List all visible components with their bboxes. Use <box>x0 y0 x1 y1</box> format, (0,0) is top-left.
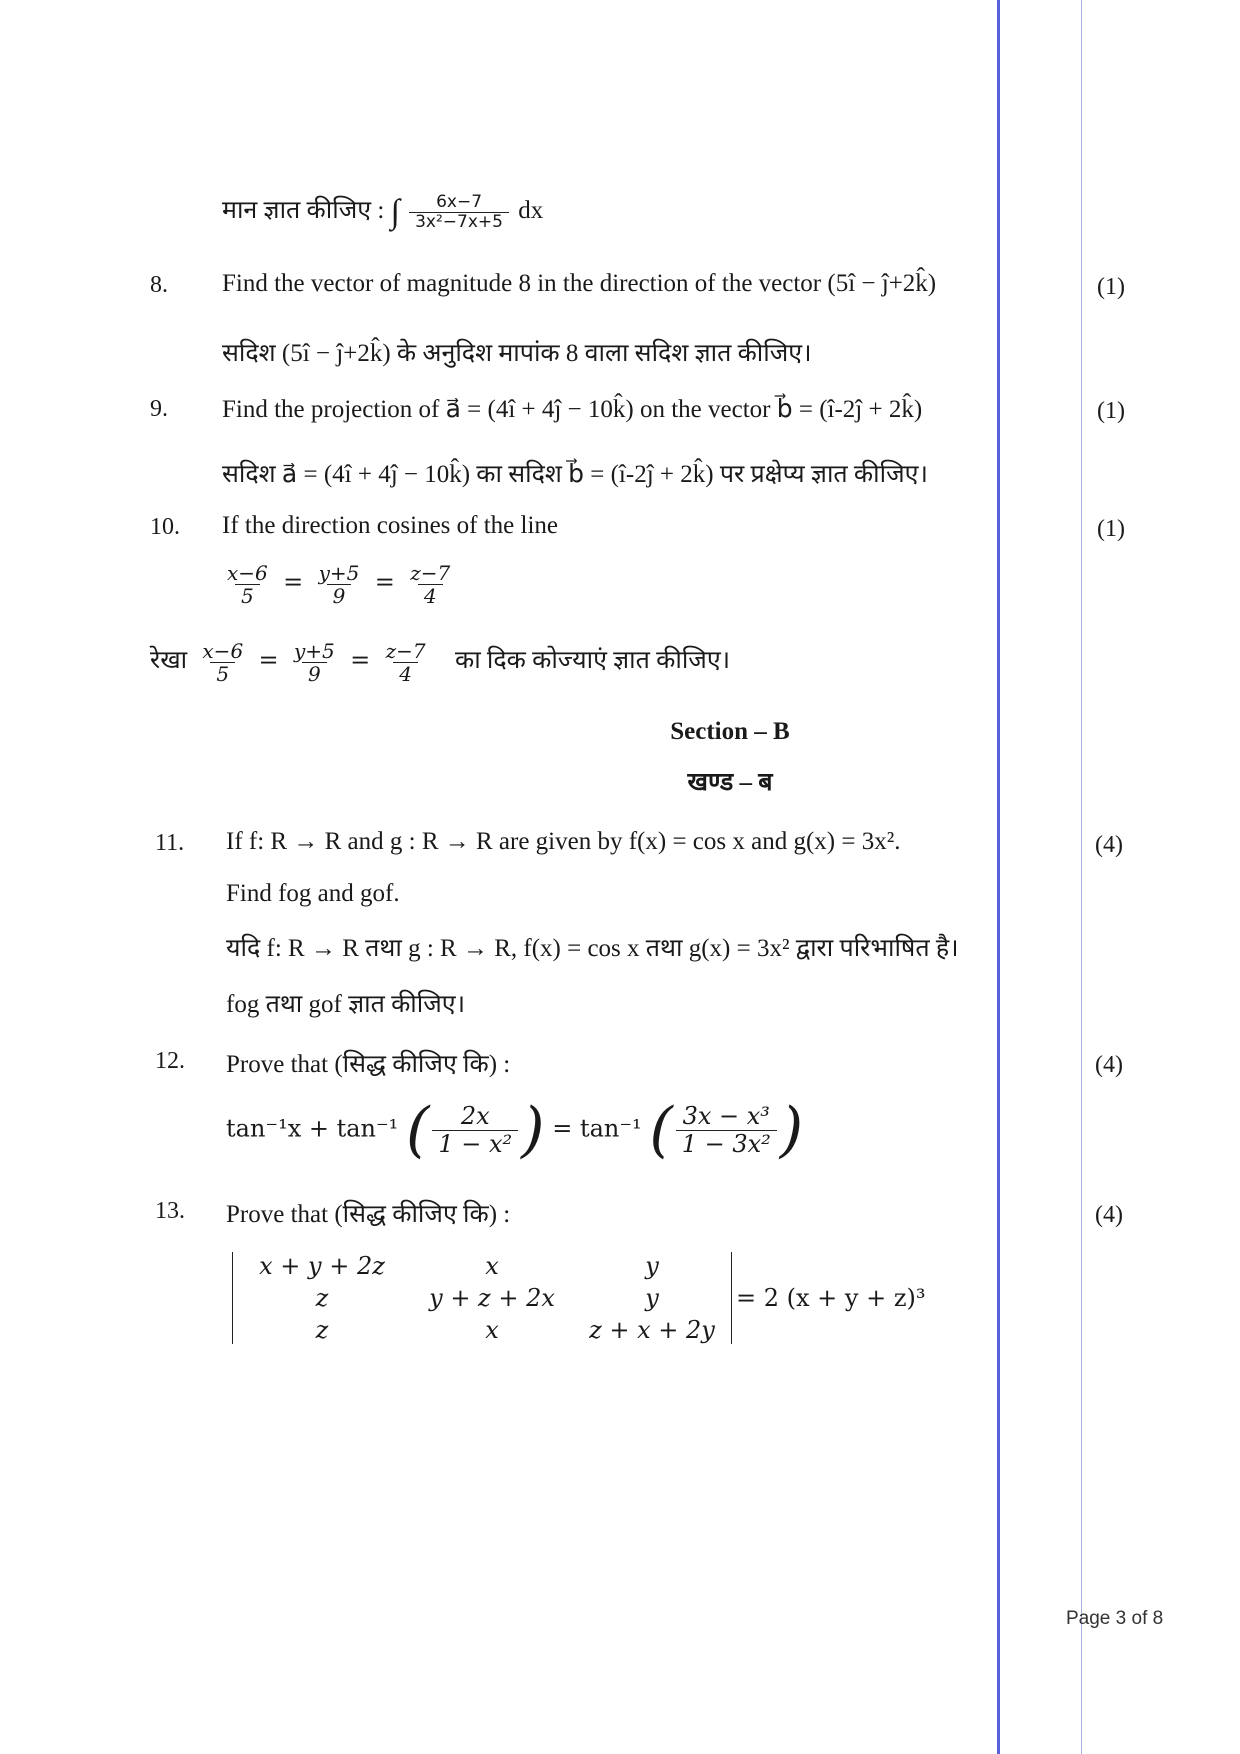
q10-hindi-suffix: का दिक कोज्याएं ज्ञात कीजिए। <box>455 647 731 674</box>
q12-num-1: 2x <box>460 1102 490 1131</box>
eq-den-1: 5 <box>210 662 235 685</box>
q13-english: Prove that (सिद्ध कीजिए कि) : <box>226 1201 511 1228</box>
det-cell: z <box>315 1316 329 1344</box>
q12-english: Prove that (सिद्ध कीजिए कि) : <box>226 1051 511 1078</box>
q11-hindi-2: fog तथा gof ज्ञात कीजिए। <box>226 991 466 1018</box>
eq-sign: = <box>283 568 304 596</box>
margin-line-light <box>1081 0 1082 1754</box>
q11-hindi-1: यदि f: R → R तथा g : R → R, f(x) = cos x तथा g(x) = 3x² द्वारा परिभाषित है। <box>226 935 959 962</box>
q9-hindi: सदिश a⃗ = (4î + 4ĵ − 10k̂) का सदिश b⃗ = (î-2ĵ + 2k̂) पर प्रक्षेप्य ज्ञात कीजिए। <box>222 461 928 488</box>
det-cell: y + z + 2x <box>429 1284 555 1312</box>
det-cell: x <box>485 1316 499 1344</box>
q9-english: Find the projection of a⃗ = (4î + 4ĵ − 10k̂) on the vector b⃗ = (î-2ĵ + 2k̂) <box>222 396 923 423</box>
q7-numerator: 6x−7 <box>436 192 483 213</box>
q13-marks: (4) <box>1095 1202 1123 1228</box>
q13-number: 13. <box>155 1198 185 1224</box>
eq-den-1: 5 <box>235 584 260 607</box>
q7-denominator: 3x²−7x+5 <box>409 212 509 232</box>
eq-den-3: 4 <box>393 662 418 685</box>
integral-sign: ∫ <box>390 193 400 231</box>
q13-rhs: = 2 (x + y + z)³ <box>736 1284 926 1312</box>
q12-number: 12. <box>155 1048 185 1074</box>
eq-den-3: 4 <box>418 584 443 607</box>
q12-identity: tan⁻¹x + tan⁻¹ ( $\frac{2x}{\text{1 − x²}}$ ) = tan⁻¹ ( $\frac{\text{3x − x³}}{\text{1 − 3x²}}$ ) <box>226 1095 804 1165</box>
q13-determinant-equation <box>232 1252 925 1344</box>
margin-line-blue <box>997 0 1000 1754</box>
q12-den-1: 1 − x² <box>432 1130 518 1157</box>
q9-number: 9. <box>150 396 168 422</box>
q8-hindi: सदिश (5î − ĵ+2k̂) के अनुदिश मापांक 8 वाला सदिश ज्ञात कीजिए। <box>222 340 812 367</box>
determinant <box>232 1252 732 1344</box>
q12-den-2: 1 − 3x² <box>676 1130 777 1157</box>
q12-num-2: 3x − x³ <box>682 1102 770 1131</box>
q11-english-2: Find fog and gof. <box>226 880 400 907</box>
det-cell: y <box>645 1252 659 1280</box>
q12-marks: (4) <box>1095 1052 1123 1078</box>
q10-line-equation <box>218 562 459 607</box>
q12-mid: = tan⁻¹ <box>552 1114 642 1143</box>
q7-dx: dx <box>518 197 544 224</box>
det-cell: x <box>485 1252 499 1280</box>
q10-hindi-prefix: रेखा <box>150 647 188 674</box>
q12-lhs: tan⁻¹x + tan⁻¹ <box>226 1114 399 1143</box>
det-cell: z + x + 2y <box>589 1316 715 1344</box>
eq-num-3: z−7 <box>385 639 426 663</box>
q11-english-1: If f: R → R and g : R → R are given by f(x) = cos x and g(x) = 3x². <box>226 828 901 855</box>
q10-marks: (1) <box>1097 516 1125 542</box>
det-cell: y <box>645 1284 659 1312</box>
eq-num-3: z−7 <box>410 561 451 585</box>
q10-hindi-line <box>150 640 730 685</box>
q8-marks: (1) <box>1097 274 1125 300</box>
q7-hindi-line <box>222 192 543 231</box>
q8-number: 8. <box>150 272 168 298</box>
q11-marks: (4) <box>1095 832 1123 858</box>
q11-number: 11. <box>155 830 185 856</box>
eq-num-1: x−6 <box>227 561 268 585</box>
eq-den-2: 9 <box>302 662 327 685</box>
det-cell: x + y + 2z <box>259 1252 385 1280</box>
section-title-hindi: खण्ड – ब <box>687 769 773 796</box>
eq-den-2: 9 <box>327 584 352 607</box>
eq-sign: = <box>350 646 371 674</box>
eq-num-2: y+5 <box>294 639 335 663</box>
section-title: Section – B <box>670 718 790 745</box>
page-number: Page 3 of 8 <box>1066 1608 1164 1629</box>
q10-number: 10. <box>150 514 180 540</box>
eq-sign: = <box>258 646 279 674</box>
eq-num-2: y+5 <box>318 561 360 585</box>
q8-english: Find the vector of magnitude 8 in the direction of the vector (5î − ĵ+2k̂) <box>222 270 937 297</box>
q7-hindi-prefix: मान ज्ञात कीजिए : <box>222 197 385 224</box>
q10-english: If the direction cosines of the line <box>222 512 558 539</box>
q9-marks: (1) <box>1097 398 1125 424</box>
det-cell: z <box>315 1284 329 1312</box>
eq-sign: = <box>374 568 395 596</box>
eq-num-1: x−6 <box>202 639 244 663</box>
